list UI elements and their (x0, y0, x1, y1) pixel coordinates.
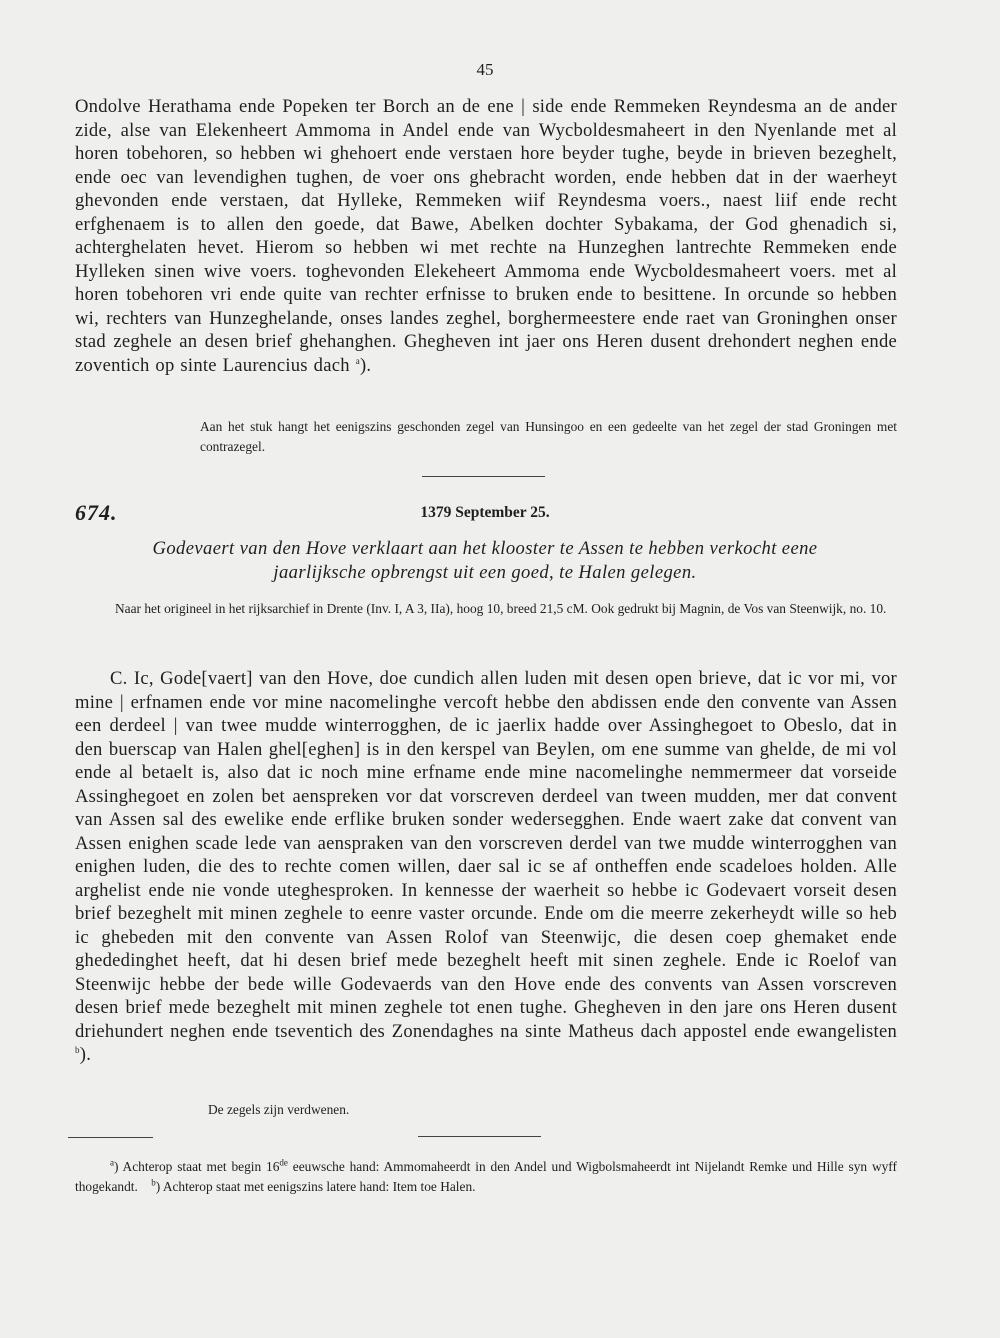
paragraph-1 (75, 95, 897, 377)
charter-text-paragraph (75, 95, 897, 377)
document-date: 1379 September 25. (420, 504, 550, 521)
source-note: Naar het origineel in het rijksarchief in Drente (Inv. I, A 3, IIa), hoog 10, breed 21,5 cM. Ook gedrukt bij Magnin, de Vos van Steenwijk, no. 10. (115, 601, 887, 616)
footnote-b-mark: b (151, 1177, 156, 1188)
paragraph-1-text: Ondolve Herathama ende Popeken ter Borch an de ene | side ende Remmeken Reyndesma an de ander zide, alse van Elekenheert Ammoma in Andel ende van Wycboldesmaheert in den Nyenlande met al horen tobehoren, so hebben wi ghehoert ende verstaen hore beyder tughe, beyde in brieven bezeghelt, ende oec van levendighen tughen, de voer ons ghebracht worden, ende hebben dat in der waerheyt ghevonden ende verstaen, dat Hylleke, Remmeken wiif Reyndesma voers., naest liif ende recht erfghenaem is to allen den goede, dat Bawe, Abelken dochter Sybakama, der God ghenadich si, achterghelaten hevet. Hierom so hebben wi met rechte na Hunzeghen lantrechte Remmeken ende Hylleken sinen wive voers. toghevonden Elekeheert Ammoma ende Wycboldesmaheert voers. met al horen tobehoren vri ende quite van rechter erfnisse to bruken ende to besittene. In orcunde so hebben wi, rechters van Hunzeghelande, onses landes zeghel, borghermeestere ende raet van Groninghen onser stad zeghele an desen brief ghehanghen. Ghegheven int jaer ons Heren dusent drehondert neghen ende zoventich op sinte Laurencius dach (75, 96, 897, 376)
seal-note: Aan het stuk hangt het eenigszins geschonden zegel van Hunsingoo en een gedeelte van het zegel der stad Groningen met contrazegel. (200, 419, 897, 454)
footnote-b-text: ) Achterop staat met eenigszins latere hand: Item toe Halen. (155, 1179, 476, 1194)
section-divider (422, 476, 545, 477)
section-divider-2 (418, 1136, 541, 1137)
footnote-a-mark: a (110, 1157, 114, 1168)
seal-note-2: De zegels zijn verdwenen. (208, 1102, 350, 1117)
footnote-divider (68, 1137, 153, 1138)
document-number: 674. (75, 500, 118, 525)
footnote-ref-a: a (355, 355, 360, 366)
paragraph-2 (75, 667, 897, 1067)
paragraph-2-end: ). (79, 1044, 92, 1065)
regest-summary: Godevaert van den Hove verklaart aan het klooster te Assen te hebben verkocht eene jaarlijksche opbrengst uit een goed, te Halen gelegen. (152, 538, 818, 583)
footnote-a-text-1: ) Achterop staat met begin 16 (114, 1159, 280, 1174)
footnote-a-text-2: eeuwsche hand: Ammomaheerdt in den Andel und Wigbolsmaheerdt int Nijelandt Remke und Hille syn wyff thogekandt. (75, 1159, 897, 1194)
paragraph-2-text: C. Ic, Gode[vaert] van den Hove, doe cundich allen luden mit desen open brieve, dat ic vor mi, vor mine | erfnamen ende vor mine nacomelinghe vercoft hebbe den abdissen ende den convente van Assen een derdeel | van twee mudde winterrogghen, de ic jaerlix hadde over Assinghegoet to Obeslo, dat in den buerscap van Halen ghel[eghen] is in den kerspel van Beylen, om ene summe van ghelde, de mi vol ende al betaelt is, also dat ic noch mine erfname ende mine nacomelinghe nemmermeer dat vorseide Assinghegoet en zolen bet aenspreken vor dat vorscreven derdeel van tween mudden, mer dat convent van Assen sal des ewelike ende erflike bruken sonder wedersegghen. Ende waert zake dat convent van Assen enighen scade lede van aenspraken van den vorscreven derdel van twe mudde winterrogghen van enighen luden, die des to rechte comen willen, daer sal ic se af ontheffen ende scadeloes holden. Alle arghelist ende nie vonde uteghesproken. In kennesse der waerheit so hebbe ic Godevaert vorseit desen brief bezeghelt mit minen zeghele to eenre vaster orcunde. Ende om die meerre zekerheydt wille so heb ic ghebeden mit den convente van Assen Rolof van Steenwijc, die desen coep ghemaket ende ghededinghet heeft, dat hi desen brief mede bezeghelt heeft mit sinen zeghele. Ende ic Roelof van Steenwijc hebbe der bede wille Godevaerds van den Hove ende des convents van Assen vorscreven desen brief mede bezeghelt mit minen zeghele tot enen tughe. Ghegheven in den jare ons Heren dusent driehundert neghen ende tseventich des Zonendaghes na sinte Matheus dach appostel ende ewangelisten (75, 668, 897, 1042)
charter-text-paragraph-2 (75, 667, 897, 1067)
footnote-a-sup: de (279, 1157, 288, 1168)
page-number: 45 (476, 60, 494, 79)
footnotes (75, 1157, 897, 1197)
paragraph-1-end: ). (359, 354, 372, 376)
footnote-ref-b: b (75, 1044, 80, 1055)
footnote-b (151, 1179, 475, 1194)
